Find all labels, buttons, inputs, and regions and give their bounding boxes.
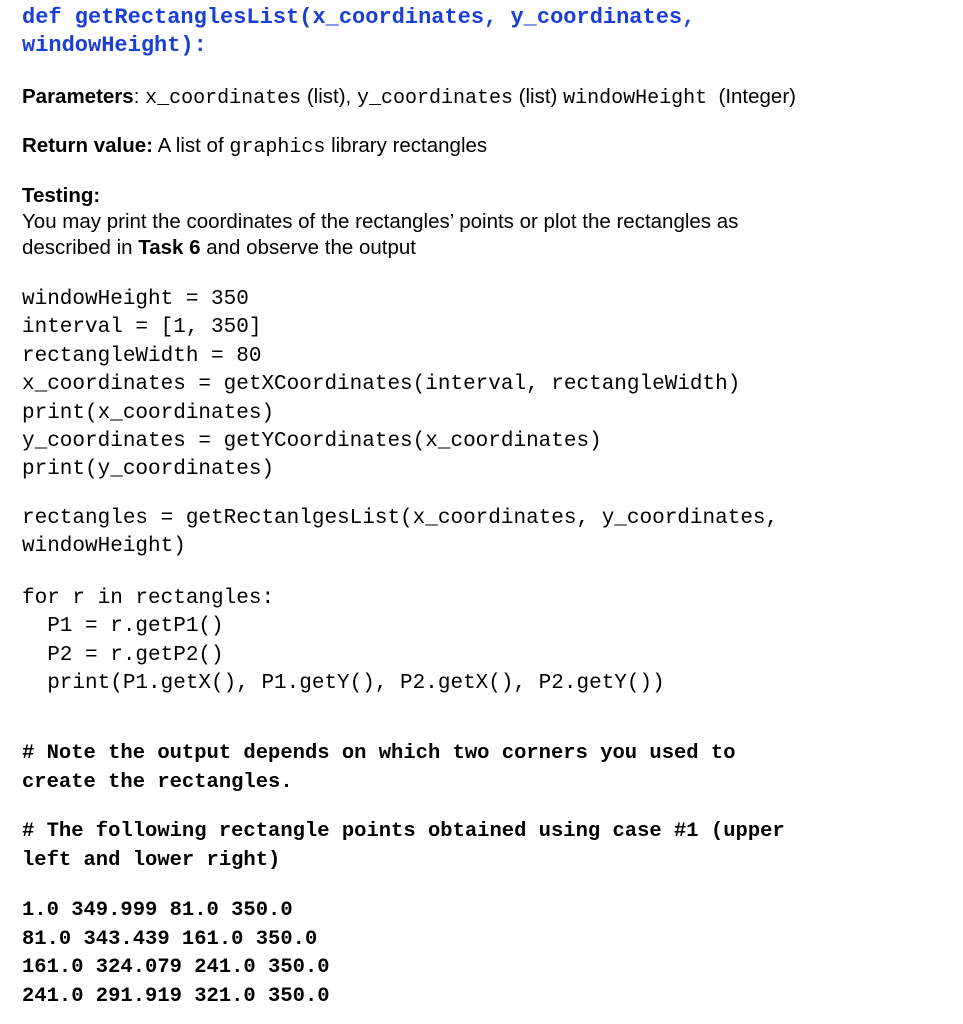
function-signature — [22, 4, 695, 60]
output-block — [22, 897, 330, 1011]
note-line: # The following rectangle points obtained using case #1 (upper — [22, 820, 785, 843]
code-line: print(x_coordinates) — [22, 401, 275, 425]
code-line: for r in rectangles: — [22, 587, 275, 610]
testing-heading — [22, 183, 100, 209]
return-value-label: Return value: — [22, 134, 153, 157]
parameters-sep: : — [133, 85, 146, 108]
testing-line-2-pre: described in — [22, 236, 139, 259]
note-comment-1 — [22, 740, 736, 797]
code-line: print(y_coordinates) — [22, 458, 275, 482]
output-line: 241.0 291.919 321.0 350.0 — [22, 984, 330, 1008]
param-x-type: (list), — [301, 85, 357, 108]
return-value-pre: A list of — [153, 134, 230, 157]
signature-line-2: windowHeight): — [22, 33, 207, 58]
output-line: 81.0 343.439 161.0 350.0 — [22, 927, 318, 951]
param-window-height-type: (Integer) — [707, 85, 796, 108]
code-line: rectangleWidth = 80 — [22, 344, 262, 368]
testing-task-ref: Task 6 — [138, 236, 201, 259]
output-line: 1.0 349.999 81.0 350.0 — [22, 899, 293, 922]
code-line: windowHeight) — [22, 535, 186, 559]
testing-line-1: You may print the coordinates of the rectangles’ points or plot the rectangles as — [22, 210, 739, 233]
signature-line-1: def getRectanglesList(x_coordinates, y_coordinates, — [22, 5, 696, 30]
return-value-line — [22, 133, 487, 161]
testing-label: Testing: — [22, 184, 101, 207]
param-y-coordinates: y_coordinates — [356, 87, 513, 110]
code-line: P1 = r.getP1() — [22, 615, 224, 639]
code-line: y_coordinates = getYCoordinates(x_coordinates) — [22, 430, 602, 454]
return-value-code: graphics — [229, 136, 326, 159]
code-line: interval = [1, 350] — [22, 316, 262, 340]
testing-line-2-post: and observe the output — [200, 236, 416, 259]
param-x-coordinates: x_coordinates — [145, 87, 302, 110]
param-window-height: windowHeight — [563, 87, 708, 110]
output-line: 161.0 324.079 241.0 350.0 — [22, 956, 330, 979]
param-y-type: (list) — [512, 85, 564, 108]
testing-description — [22, 209, 738, 261]
note-line: create the rectangles. — [22, 770, 293, 794]
parameters-label: Parameters — [22, 85, 134, 108]
code-line: print(P1.getX(), P1.getY(), P2.getX(), P2.getY()) — [22, 672, 665, 696]
parameters-line — [22, 84, 796, 112]
code-line: windowHeight = 350 — [22, 288, 249, 311]
code-block-setup — [22, 286, 740, 485]
code-line: P2 = r.getP2() — [22, 643, 224, 667]
code-block-loop — [22, 585, 665, 699]
code-block-rectangles — [22, 505, 778, 562]
note-comment-2 — [22, 818, 785, 875]
code-line: x_coordinates = getXCoordinates(interval, rectangleWidth) — [22, 373, 741, 397]
return-value-post: library rectangles — [325, 134, 488, 157]
note-line: # Note the output depends on which two corners you used to — [22, 742, 736, 765]
note-line: left and lower right) — [22, 848, 281, 872]
code-line: rectangles = getRectanlgesList(x_coordinates, y_coordinates, — [22, 507, 779, 530]
